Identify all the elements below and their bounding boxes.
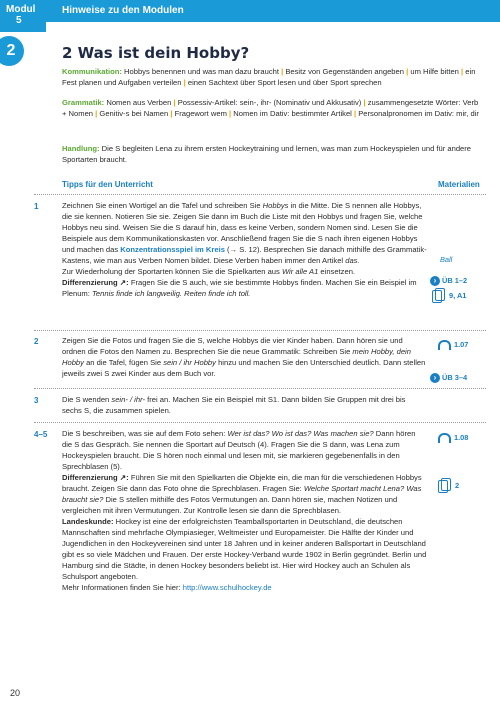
kommunikation-item: Besitz von Gegenständen angeben <box>285 67 404 76</box>
kommunikation-item: ein Fest planen und Aufgaben verteilen <box>62 67 476 87</box>
separator: | <box>170 109 173 118</box>
grammatik-item: Nomen im Dativ: bestimmter Artikel <box>233 109 352 118</box>
row-1-text <box>62 200 427 299</box>
module-label: Modul <box>6 4 36 15</box>
text: einsetzen. <box>318 267 356 276</box>
material-ball: Ball <box>440 255 453 264</box>
handlung-block <box>62 143 482 165</box>
row-45-text <box>62 428 427 593</box>
cards-icon <box>432 290 442 303</box>
row-number: 2 <box>34 337 39 346</box>
separator: | <box>406 67 409 76</box>
material-text: 2 <box>455 481 460 491</box>
material-audio <box>438 340 468 350</box>
headphones-icon <box>438 340 451 350</box>
module-number: 5 <box>16 15 22 26</box>
text-em: Wer ist das? Wo ist das? Was machen sie? <box>227 429 374 438</box>
separator: | <box>461 67 464 76</box>
kommunikation-item: um Hilfe bitten <box>410 67 459 76</box>
divider <box>34 388 486 389</box>
text: hinzu und machen Sie den Unterschied deutlich. Dann stellen jeweils zwei S zwei Kinder aus dem Buch vor. <box>62 358 426 378</box>
text: Fragen Sie die S auch, wie sie bestimmte Hobbys finden. Machen Sie ein Beispiel im Plenum: <box>62 278 417 298</box>
text: frei an. Machen Sie ein Beispiel mit S1. Dann bilden Sie Gruppen mit drei bis sechs S, die zusammen spielen. <box>62 395 406 415</box>
text-em: Wir alle A1 <box>281 267 319 276</box>
grammatik-item: Genitiv-s bei Namen <box>99 109 169 118</box>
header-title: Hinweise zu den Modulen <box>62 5 184 16</box>
chapter-badge: 2 <box>0 36 24 66</box>
text-em: das. <box>345 256 360 265</box>
text: Dann hören die S das Gespräch. Sie nennen die Sportart auf Deutsch (4). Fragen Sie die S dann, was Lena zum Hockeyspielen braucht. Die S hören noch einmal und lesen mit, sie markieren gegebenenfalls in den Sprechblasen (5). <box>62 429 416 471</box>
materials-header: Materialien <box>438 180 480 189</box>
text-em: sein / ihr Hobby <box>163 358 216 367</box>
cards-icon <box>438 480 448 493</box>
separator: | <box>281 67 284 76</box>
handlung-label: Handlung: <box>62 144 100 153</box>
separator: | <box>95 109 98 118</box>
material-text: ÜB 3–4 <box>442 373 468 382</box>
text: an die Tafel, fügen Sie <box>83 358 164 367</box>
kommunikation-label: Kommunikation: <box>62 67 122 76</box>
kommunikation-item: einen Sachtext über Sport lesen und über Sport sprechen <box>187 78 382 87</box>
game-name: Konzentrationsspiel im Kreis <box>120 245 225 254</box>
text: Mehr Informationen finden Sie hier: <box>62 583 183 592</box>
kommunikation-block <box>62 66 482 88</box>
text: (→ S. 12). Besprechen Sie danach mithilfe des Grammatik-Kastens, wie man aus Verben Nomen bildet. Diese Verben haben immer den Artikel <box>62 245 427 265</box>
divider <box>34 330 486 331</box>
row-2-text <box>62 335 427 379</box>
text-em: Hobbys <box>262 201 289 210</box>
page-number: 20 <box>10 688 21 698</box>
separator: | <box>229 109 232 118</box>
material-cards <box>438 480 459 493</box>
grammatik-item: Possessiv-Artikel: sein-, ihr- (Nominativ und Akkusativ) <box>177 98 362 107</box>
grammatik-block <box>62 97 482 119</box>
separator: | <box>183 78 186 87</box>
text-em: mein Hobby, dein Hobby <box>62 347 411 367</box>
divider <box>34 422 486 423</box>
material-audio <box>438 433 468 443</box>
material-ub <box>430 276 467 286</box>
text-em: Welche Sportart macht Lena? Was braucht sie? <box>62 484 422 504</box>
text: Die S wenden <box>62 395 112 404</box>
kommunikation-item: Hobbys benennen und was man dazu braucht <box>124 67 279 76</box>
text: Die S stellen mithilfe des Fotos Vermutungen an. Dann hören sie, machen Notizen und vergleichen mit ihren Vermutungen. Zur Kontrolle lesen sie dann die Sprechblasen. <box>62 495 398 515</box>
material-text: 1.08 <box>454 433 469 442</box>
separator: | <box>353 109 357 118</box>
material-text: ÜB 1–2 <box>442 276 468 285</box>
text-em: sein- / ihr- <box>111 395 146 404</box>
text: Zeigen Sie die Fotos und fragen Sie die S, welche Hobbys die vier Kinder haben. Dann hören sie und ordnen die Fotos den Namen zu. Besprechen Sie die neue Grammatik: Schreiben Sie <box>62 336 403 356</box>
row-3-text <box>62 394 427 416</box>
grammatik-label: Grammatik: <box>62 98 105 107</box>
arrow-right-icon: › <box>430 276 440 286</box>
chapter-title: 2 Was ist dein Hobby? <box>62 44 250 62</box>
text: Die S beschreiben, was sie auf dem Foto sehen: <box>62 429 228 438</box>
text: Zeichnen Sie einen Wortigel an die Tafel und schreiben Sie <box>62 201 263 210</box>
text: Zur Wiederholung der Sportarten können Sie die Spielkarten aus <box>62 267 282 276</box>
landeskunde-label: Landeskunde: <box>62 517 114 526</box>
grammatik-item: Nomen aus Verben <box>106 98 172 107</box>
material-cards <box>432 290 466 303</box>
text: Hockey ist eine der erfolgreichsten Teamballsportarten in Deutschland, die deutschen Mannschaften sind mehrfache Olympiasieger, Weltmeister und Europameister. Die Hälfte der Kinder und Jugendlichen in den Hockeyvereinen sind unter 18 Jahren und in keiner anderen Ballsportart in Deutschland gibt es so viele Mädchen und Frauen. Der erste Hockey-Verband wurde 1902 in Berlin gegründet. Berlin und Hamburg sind die Städte, in denen Hockey besonders beliebt ist. Hier wird Hockey auch an Schulen als Schulsport angeboten. <box>62 517 427 581</box>
differenzierung-label: Differenzierung ↗: <box>62 473 129 482</box>
material-text: 9, A1 <box>449 291 467 301</box>
row-number: 4–5 <box>34 430 48 439</box>
grammatik-item: zusammengesetzte Wörter: Verb + Nomen <box>62 98 479 118</box>
material-ub <box>430 373 467 383</box>
separator: | <box>173 98 176 107</box>
row-number: 1 <box>34 202 39 211</box>
grammatik-item: Personalpronomen im Dativ: mir, dir <box>358 109 479 118</box>
differenzierung-label: Differenzierung ↗: <box>62 278 129 287</box>
text: Führen Sie mit den Spielkarten die Objekte ein, die man für die verschiedenen Hobbys braucht. Zeigen Sie dann das Foto ohne die Sprechblasen. Fragen Sie: <box>62 473 422 493</box>
tips-header: Tipps für den Unterricht <box>62 180 153 189</box>
handlung-text: Die S begleiten Lena zu ihrem ersten Hockeytraining und lernen, was man zum Hockeyspielen und für andere Sportarten braucht. <box>62 144 472 164</box>
divider <box>34 194 486 195</box>
material-text: 1.07 <box>454 340 469 349</box>
arrow-right-icon: › <box>430 373 440 383</box>
headphones-icon <box>438 433 451 443</box>
row-number: 3 <box>34 396 39 405</box>
text: in die Mitte. Die S nennen alle Hobbys, die sie kennen. Notieren Sie sie. Zeigen Sie dann im Buch die Liste mit den Hobbys und fragen Sie, welche Hobbys neu sind. Weisen Sie die S darauf hin, dass es keine Verben, sondern Nomen sind. Lesen Sie die Beispiele aus dem Kommunikationskasten vor. Anschließend fragen Sie die S nach ihren eigenen Hobbys und machen das <box>62 201 423 254</box>
schulhockey-link[interactable]: http://www.schulhockey.de <box>182 583 272 592</box>
separator: | <box>363 98 366 107</box>
grammatik-item: Fragewort wem <box>174 109 227 118</box>
text-em: Tennis finde ich langweilig. Reiten finde ich toll. <box>91 289 251 298</box>
module-tab <box>0 0 46 32</box>
